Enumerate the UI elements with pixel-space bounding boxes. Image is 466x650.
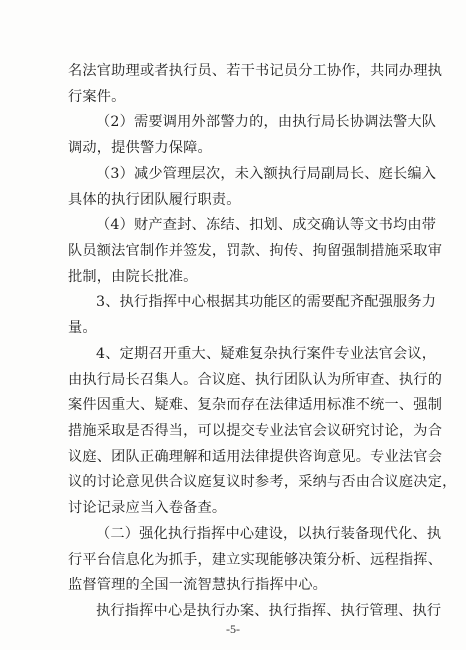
- text-line: 监督管理的全国一流智慧执行指挥中心。: [68, 577, 327, 593]
- page-number: -5-: [226, 622, 240, 636]
- text-line: 批制，由院长批准。: [68, 269, 198, 285]
- text-line: 议的讨论意见供合议庭复议时参考，采纳与否由合议庭决定，: [68, 474, 457, 490]
- text-line: 执行指挥中心是执行办案、执行指挥、执行管理、执行: [96, 603, 442, 619]
- text-line: 具体的执行团队履行职责。: [68, 192, 241, 208]
- text-line: 议庭、团队正确理解和适用法律提供咨询意见。专业法官会: [68, 449, 443, 465]
- text-line: 量。: [68, 320, 97, 336]
- text-line: 讨论记录应当入卷备查。: [68, 500, 227, 516]
- text-line: 行案件。: [68, 89, 126, 105]
- text-line: 调动，提供警力保障。: [68, 140, 212, 156]
- text-line: （4）财产查封、冻结、扣划、成交确认等文书均由带: [96, 217, 437, 233]
- text-line: 4、定期召开重大、疑难复杂执行案件专业法官会议，: [96, 346, 437, 362]
- text-line: 3、执行指挥中心根据其功能区的需要配齐配强服务力: [96, 294, 437, 310]
- text-line: （二）强化执行指挥中心建设，以执行装备现代化、执: [96, 526, 442, 542]
- text-line: 队员额法官制作并签发，罚款、拘传、拘留强制措施采取审: [68, 243, 443, 259]
- text-line: 措施采取是否得当，可以提交专业法官会议研究讨论，为合: [68, 423, 443, 439]
- text-line: 名法官助理或者执行员、若干书记员分工协作，共同办理执: [68, 63, 443, 79]
- text-line: 行平台信息化为抓手，建立实现能够决策分析、远程指挥、: [68, 552, 443, 568]
- text-line: （2）需要调用外部警力的，由执行局长协调法警大队: [96, 114, 437, 130]
- text-line: 案件因重大、疑难、复杂而存在法律适用标准不统一、强制: [68, 397, 443, 413]
- text-line: 由执行局长召集人。合议庭、执行团队认为所审查、执行的: [68, 372, 443, 388]
- text-line: （3）减少管理层次，未入额执行局副局长、庭长编入: [96, 166, 437, 182]
